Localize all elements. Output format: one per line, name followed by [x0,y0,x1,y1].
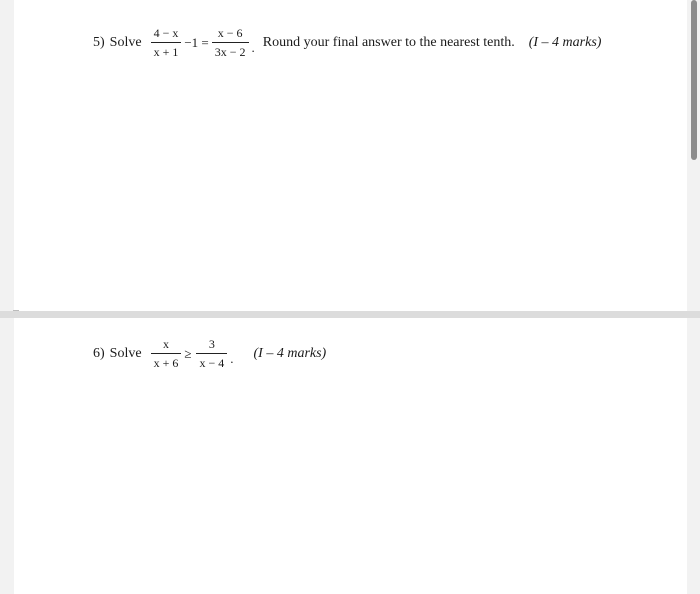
equation-period: . [230,350,234,366]
marks-label: (I – 4 marks) [528,34,602,50]
problem-6 [93,338,326,369]
problem-5 [93,27,601,58]
rhs-denominator: 3x − 2 [212,42,249,58]
problem-verb: Solve [109,34,142,50]
inequality-symbol: ≥ [184,345,192,361]
page-separator [0,311,700,318]
equation-period: . [251,39,255,55]
page-edge-mark [13,310,19,311]
vertical-scrollbar[interactable] [691,0,697,160]
rhs-fraction [196,338,227,369]
marks-label: (I – 4 marks) [253,345,327,361]
lhs-numerator: 4 − x [153,26,179,40]
problem-number: 5) [93,34,105,50]
rhs-numerator: 3 [208,337,215,351]
rhs-fraction [212,27,249,58]
problem-number: 6) [93,345,105,361]
lhs-denominator: x + 6 [151,353,182,369]
lhs-tail: −1 = [184,34,209,50]
lhs-fraction [151,338,182,369]
lhs-fraction [151,27,182,58]
rhs-numerator: x − 6 [217,26,243,40]
lhs-numerator: x [162,337,169,351]
problem-instruction: Round your final answer to the nearest tenth. [262,34,515,50]
lhs-denominator: x + 1 [151,42,182,58]
rhs-denominator: x − 4 [196,353,227,369]
problem-verb: Solve [109,345,142,361]
